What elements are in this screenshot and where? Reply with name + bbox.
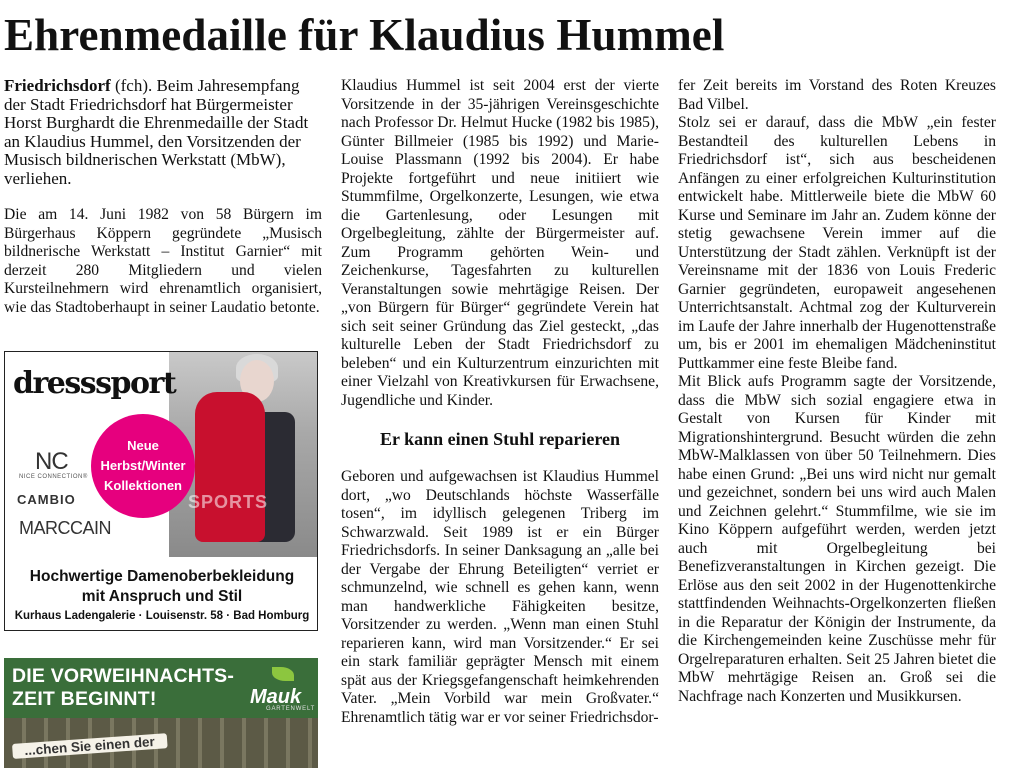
article-paragraph: Geboren und aufgewachsen ist Klaudius Hummel dort, „wo Deutschlands höchste Wasserfälle tosen“, im idyllisch gelegenen Triberg im Schwarzwald. Seit 1989 ist er ein Bürger Friedrichsdorfs. In seiner Danksagung an „alle bei der Vergabe der Ehrung Beteiligten“ verriet er schmunzelnd, wie schnell es gehen kann, wenn man handwerkliche Fähigkeiten besitze, Vorsitzender zu werden. „Wenn man einen Stuhl reparieren kann, wird man Vorsitzender.“ Er sei ein stark familiär geprägter Mensch mit einem spät aus der Kriegsgefangenschaft heimkehrenden Vater. „Mein Vorbild war mein Großvater.“ Ehrenamtlich tätig war er vor seiner Friedrichsdor- [341, 468, 659, 726]
dresssport-logo: dresssport [13, 366, 176, 401]
headline: Ehrenmedaille für Klaudius Hummel [4, 10, 725, 60]
article-column-3 [678, 77, 996, 706]
article-paragraph: Stolz sei er darauf, dass die MbW „ein fester Bestandteil des kulturellen Lebens in Friedrichsdorf ist“, sich aus bescheidenen Anfängen zu einer erfolgreichen Kulturinstitution entwickelt habe. Mittlerweile biete die MbW 60 Kurse und Seminare im Jahr an. Zudem könne der stetig gewachsene Verein immer auf die Unterstützung der Stadt zählen. Verknüpft ist der Vereinsname mit der 1836 von Louis Frederic Garnier gegründeten, europaweit angesehenen Unterrichtsanstalt. Achtmal zog der Kulturverein im Laufe der Jahre innerhalb der Hugenottenstraße um, bis er 2001 im ehemaligen Mädcheninstitut Puttkammer eine feste Bleibe fand. [678, 114, 996, 372]
photo-watermark: SPORTS [188, 492, 269, 512]
cambio-logo: CAMBIO [17, 492, 76, 507]
article-column-1 [4, 77, 322, 317]
ad-note: ...chen Sie einen der [12, 733, 167, 759]
ad-tagline-line: Hochwertige Damenoberbekleidung [29, 568, 295, 585]
marccain-logo: MARCCAIN [19, 518, 112, 538]
mauk-logo: Mauk [250, 686, 302, 708]
article-paragraph: Mit Blick aufs Programm sagte der Vorsitzende, dass die MbW sich sozial engagiere etwa in Gestalt von Kursen für Kinder mit Migrationshintergrund. Besucht würden die zehn MbW-Malklassen von über 50 Teilnehmern. Dies habe einen Grund: „Bei uns wird nicht nur gemalt und gezeichnet, sondern bei uns wird auch Malen und Zeichnen gelehrt.“ Stummfilme, wie sie im Kino Köppern aufgeführt werden, werden jetzt auch mit Orgelbegleitung bei Benefizveranstaltungen in Kirchen gezeigt. Die Erlöse aus den seit 2002 in der Hugenottenkirche stattfindenden Weihnachts-Orgelkonzerten fließen in die Reparatur der Königin der Instrumente, da die Kirchengemeinden keine Zuschüsse mehr für Orgelreparaturen erhalten. Seit 25 Jahren bietet die MbW mehrtägige Reisen an. Groß sei die Nachfrage nach Konzerten und Musikkursen. [678, 373, 996, 705]
ad-address: Kurhaus Ladengalerie · Louisenstr. 58 · Bad Homburg [14, 610, 310, 622]
mauk-logo-sub: GARTENWELT [266, 706, 316, 712]
ad-title-line: DIE VORWEIHNACHTS- [12, 665, 235, 687]
dateline: Friedrichsdorf [4, 76, 111, 95]
badge-line: Herbst/Winter [100, 458, 186, 473]
badge-line: Kollektionen [103, 478, 182, 493]
subheading: Er kann einen Stuhl reparieren [379, 429, 621, 449]
lead-text: (fch). Beim Jahresempfang der Stadt Friedrichsdorf hat Bürgermeister Horst Burghardt die Ehrenmedaille der Stadt an Klaudius Hummel, den Vorsitzenden der Musisch bildnerischen Werkstatt (MbW), verliehen. [4, 76, 309, 188]
ad-tagline-line: mit Anspruch und Stil [81, 588, 243, 605]
nc-logo: NC [35, 448, 68, 475]
nc-logo-sub: NICE CONNECTION® [19, 474, 88, 480]
badge-line: Neue [127, 438, 159, 453]
mauk-advertisement[interactable] [4, 658, 318, 768]
article-paragraph: fer Zeit bereits im Vorstand des Roten Kreuzes Bad Vilbel. [678, 77, 996, 113]
article-paragraph: Klaudius Hummel ist seit 2004 erst der vierte Vorsitzende in der 35-jährigen Vereinsgeschichte nach Professor Dr. Helmut Hucke (1982 bis 1985), Günter Billmeier (1985 bis 1992) und Marie-Louise Plassmann (1992 bis 2004). Er habe Projekte fortgeführt und neue initiiert wie Stummfilme, Orgelkonzerte, Lesungen, wie etwa die Gartenlesung, oder Lesungen mit Orgelbegleitung, zählte der Bürgermeister auf. Zum Programm gehörten Wein- und Zeichenkurse, Tagesfahrten zu kulturellen Veranstaltungen sowie mehrtägige Reisen. Der „von Bürgern für Bürger“ gegründete Verein hat sich seit seiner Gründung das Ziel gesteckt, „das kulturelle Leben der Stadt Friedrichsdorf zu beleben“ und ein Kulturzentrum einzurichten mit einer Vielzahl von Kreativkursen für Erwachsene, Jugendliche und Kinder. [341, 77, 659, 409]
lead-paragraph [4, 77, 322, 188]
ad-title [12, 665, 234, 711]
article-column-2 [341, 77, 659, 727]
ad-title-line: ZEIT BEGINNT! [12, 688, 157, 710]
collection-badge [91, 414, 195, 518]
dresssport-advertisement[interactable] [4, 351, 318, 631]
ad-tagline [5, 567, 318, 607]
article-paragraph: Die am 14. Juni 1982 von 58 Bürgern im Bürgerhaus Köppern gegründete „Musisch bildnerische Werkstatt – Institut Garnier“ mit derzeit 280 Mitgliedern und vielen Kursteilnehmern wird ehrenamtlich organisiert, wie das Stadtoberhaupt in seiner Laudatio betonte. [4, 206, 322, 316]
red-coat [195, 392, 265, 542]
